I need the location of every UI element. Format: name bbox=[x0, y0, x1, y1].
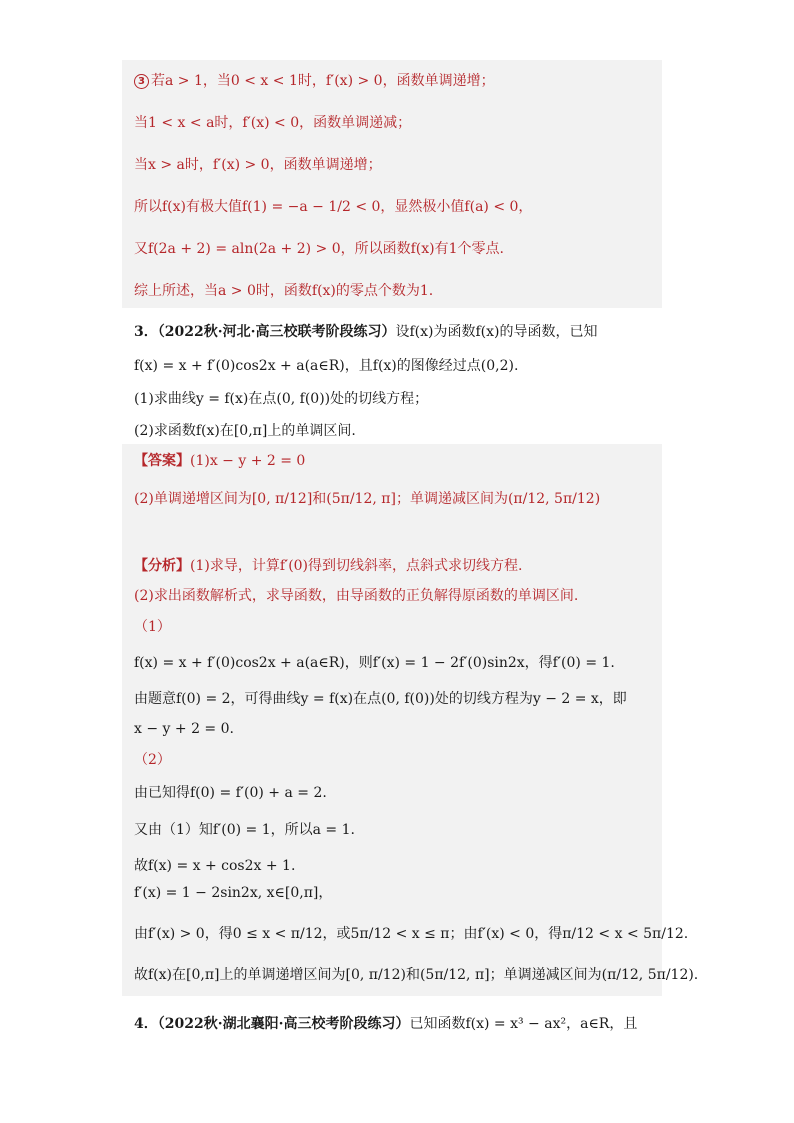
problem4-source: （2022秋·湖北襄阳·高三校考阶段练习） bbox=[157, 1016, 410, 1032]
answer-label: 【答案】 bbox=[134, 453, 190, 469]
problem4-stem: 已知函数f(x) = x³ − ax²，a∈R，且 bbox=[409, 1016, 638, 1032]
case-marker: 3 bbox=[134, 74, 149, 89]
answer-line1: 【答案】(1)x − y + 2 = 0 bbox=[134, 453, 306, 469]
solution-part2-line1: 由已知得f(0) = f′(0) + a = 2. bbox=[134, 785, 327, 801]
case3-line5: 又f(2a + 2) = aln(2a + 2) > 0，所以函数f(x)有1个零点. bbox=[134, 241, 504, 257]
case3-line3: 当x > a时，f′(x) > 0，函数单调递增； bbox=[134, 157, 382, 173]
analysis-line1: 【分析】(1)求导，计算f′(0)得到切线斜率，点斜式求切线方程. bbox=[134, 558, 523, 574]
solution-part2-line6: 故f(x)在[0,π]上的单调递增区间为[0, π/12)和(5π/12, π]；单调递减区间为(π/12, 5π/12). bbox=[134, 967, 699, 983]
solution-block-shade bbox=[122, 60, 662, 308]
case3-line2: 当1 < x < a时，f′(x) < 0，函数单调递减； bbox=[134, 115, 412, 131]
problem3-number: 3． bbox=[134, 324, 158, 340]
solution-part1-line2: 由题意f(0) = 2，可得曲线y = f(x)在点(0, f(0))处的切线方程为y − 2 = x，即 bbox=[134, 691, 627, 707]
solution-part1-line3: x − y + 2 = 0. bbox=[134, 721, 234, 737]
case3-line1: 3 若a > 1，当0 < x < 1时，f′(x) > 0，函数单调递增； bbox=[134, 71, 495, 91]
problem4-number: 4． bbox=[134, 1016, 158, 1032]
problem3-stem-2: f(x) = x + f′(0)cos2x + a(a∈R)，且f(x)的图像经过点(0,2). bbox=[134, 358, 519, 374]
solution-part1-line1: f(x) = x + f′(0)cos2x + a(a∈R)，则f′(x) = 1 − 2f′(0)sin2x，得f′(0) = 1. bbox=[134, 655, 615, 671]
solution-part1-label: （1） bbox=[134, 619, 171, 635]
solution-part2-line3: 故f(x) = x + cos2x + 1. bbox=[134, 858, 296, 874]
conclusion-line: 综上所述，当a > 0时，函数f(x)的零点个数为1. bbox=[134, 283, 434, 299]
solution-part2-line5: 由f′(x) > 0，得0 ≤ x < π/12，或5π/12 < x ≤ π；由f′(x) < 0，得π/12 < x < 5π/12. bbox=[134, 926, 689, 942]
problem3-header bbox=[134, 322, 597, 342]
problem3-question2: (2)求函数f(x)在[0,π]上的单调区间. bbox=[134, 423, 356, 439]
problem3-stem-1: 设f(x)为函数f(x)的导函数，已知 bbox=[395, 324, 598, 340]
solution-part2-line2: 又由（1）知f′(0) = 1，所以a = 1. bbox=[134, 822, 355, 838]
analysis-label: 【分析】 bbox=[134, 558, 190, 574]
case3-line4: 所以f(x)有极大值f(1) = −a − 1/2 < 0，显然极小值f(a) < 0， bbox=[134, 199, 533, 215]
problem4-header bbox=[134, 1014, 637, 1034]
answer-line2: (2)单调递增区间为[0, π/12]和(5π/12, π]；单调递减区间为(π/12, 5π/12) bbox=[134, 491, 601, 507]
solution-part2-label: （2） bbox=[134, 752, 171, 768]
problem3-source: （2022秋·河北·高三校联考阶段练习） bbox=[157, 324, 396, 340]
solution-part2-line4: f′(x) = 1 − 2sin2x, x∈[0,π]， bbox=[134, 885, 333, 901]
problem3-question1: (1)求曲线y = f(x)在点(0, f(0))处的切线方程； bbox=[134, 391, 429, 407]
analysis-line2: (2)求出函数解析式，求导函数，由导函数的正负解得原函数的单调区间. bbox=[134, 588, 579, 604]
